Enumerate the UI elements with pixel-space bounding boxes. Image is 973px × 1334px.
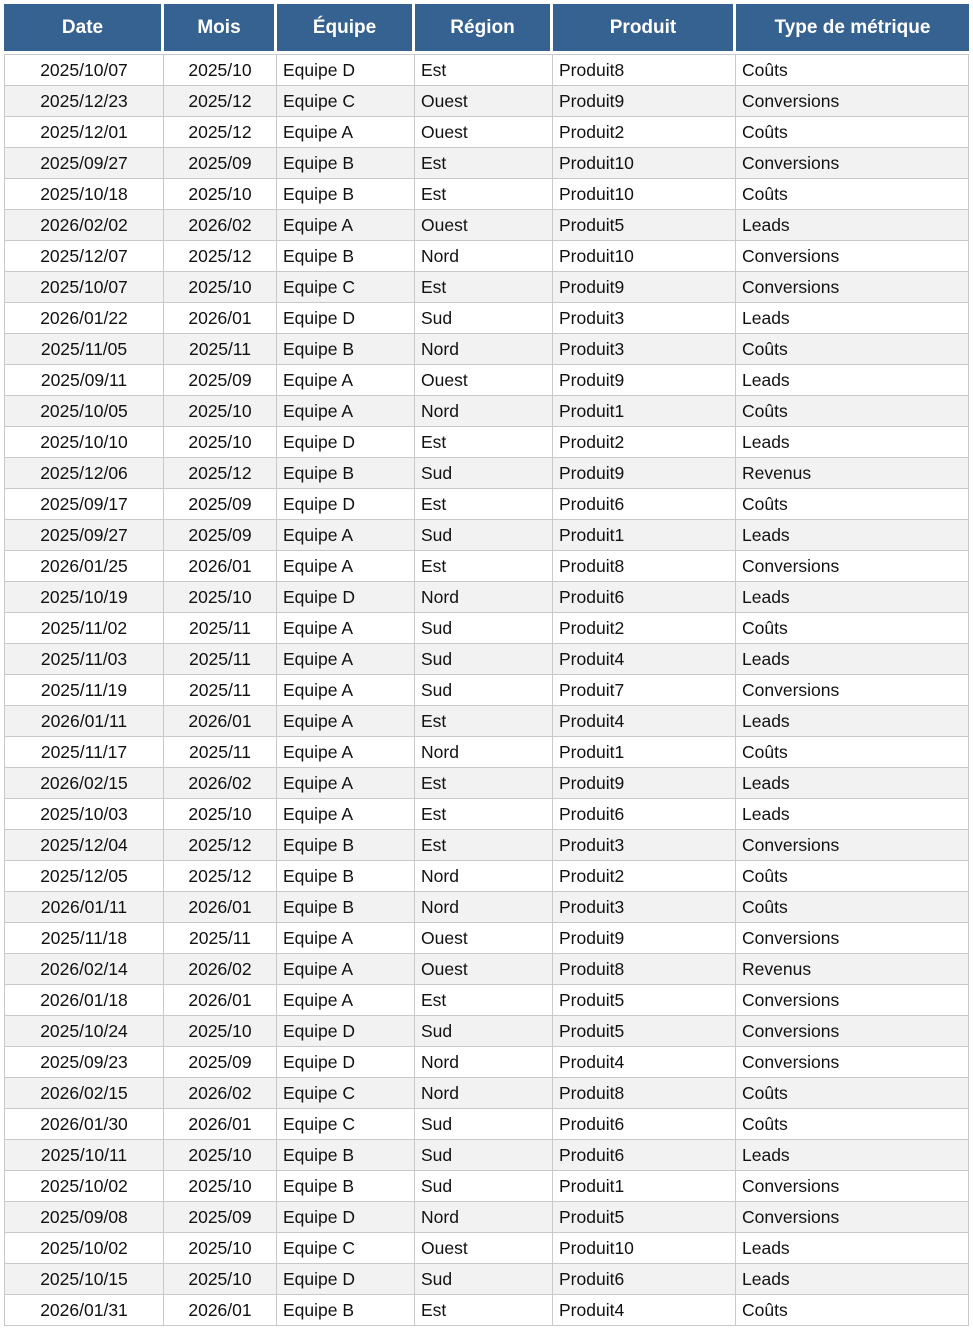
table-row xyxy=(4,551,969,582)
table-row xyxy=(4,861,969,892)
cell-region: Ouest xyxy=(415,86,553,117)
cell-type-de-metrique: Coûts xyxy=(736,1109,969,1140)
cell-mois: 2025/12 xyxy=(164,86,277,117)
cell-type-de-metrique: Coûts xyxy=(736,489,969,520)
cell-region: Nord xyxy=(415,861,553,892)
table-row xyxy=(4,799,969,830)
cell-type-de-metrique: Conversions xyxy=(736,1016,969,1047)
cell-date: 2026/01/11 xyxy=(4,706,164,737)
cell-date: 2025/10/02 xyxy=(4,1171,164,1202)
cell-equipe: Equipe A xyxy=(277,985,415,1016)
cell-date: 2026/02/02 xyxy=(4,210,164,241)
cell-type-de-metrique: Conversions xyxy=(736,272,969,303)
cell-produit: Produit10 xyxy=(553,241,736,272)
cell-date: 2025/12/06 xyxy=(4,458,164,489)
cell-date: 2025/10/07 xyxy=(4,272,164,303)
cell-date: 2025/09/08 xyxy=(4,1202,164,1233)
cell-produit: Produit3 xyxy=(553,892,736,923)
cell-date: 2025/11/03 xyxy=(4,644,164,675)
cell-type-de-metrique: Conversions xyxy=(736,923,969,954)
table-row xyxy=(4,706,969,737)
cell-type-de-metrique: Conversions xyxy=(736,985,969,1016)
cell-equipe: Equipe A xyxy=(277,551,415,582)
cell-type-de-metrique: Conversions xyxy=(736,241,969,272)
cell-date: 2025/10/03 xyxy=(4,799,164,830)
cell-type-de-metrique: Coûts xyxy=(736,117,969,148)
cell-date: 2025/10/11 xyxy=(4,1140,164,1171)
cell-region: Est xyxy=(415,148,553,179)
table-row xyxy=(4,1264,969,1295)
cell-mois: 2025/11 xyxy=(164,675,277,706)
cell-mois: 2026/02 xyxy=(164,1078,277,1109)
cell-mois: 2025/11 xyxy=(164,613,277,644)
cell-mois: 2025/10 xyxy=(164,1233,277,1264)
cell-produit: Produit8 xyxy=(553,1078,736,1109)
cell-region: Sud xyxy=(415,1264,553,1295)
table-row xyxy=(4,117,969,148)
table-row xyxy=(4,54,969,86)
cell-produit: Produit7 xyxy=(553,675,736,706)
cell-mois: 2026/01 xyxy=(164,303,277,334)
cell-produit: Produit2 xyxy=(553,427,736,458)
cell-equipe: Equipe A xyxy=(277,799,415,830)
cell-produit: Produit5 xyxy=(553,1016,736,1047)
cell-type-de-metrique: Leads xyxy=(736,1140,969,1171)
cell-region: Nord xyxy=(415,892,553,923)
table-row xyxy=(4,427,969,458)
cell-equipe: Equipe D xyxy=(277,54,415,86)
cell-equipe: Equipe B xyxy=(277,458,415,489)
cell-mois: 2026/01 xyxy=(164,1109,277,1140)
table-row xyxy=(4,241,969,272)
table-row xyxy=(4,1047,969,1078)
cell-produit: Produit6 xyxy=(553,489,736,520)
cell-type-de-metrique: Leads xyxy=(736,520,969,551)
cell-mois: 2025/10 xyxy=(164,54,277,86)
cell-produit: Produit1 xyxy=(553,396,736,427)
cell-equipe: Equipe C xyxy=(277,272,415,303)
table-header xyxy=(4,4,969,54)
cell-produit: Produit2 xyxy=(553,117,736,148)
cell-date: 2026/01/30 xyxy=(4,1109,164,1140)
cell-date: 2025/09/11 xyxy=(4,365,164,396)
cell-type-de-metrique: Leads xyxy=(736,1233,969,1264)
cell-mois: 2025/10 xyxy=(164,582,277,613)
cell-equipe: Equipe B xyxy=(277,830,415,861)
cell-produit: Produit3 xyxy=(553,303,736,334)
cell-date: 2026/01/25 xyxy=(4,551,164,582)
cell-produit: Produit9 xyxy=(553,923,736,954)
cell-date: 2025/09/17 xyxy=(4,489,164,520)
cell-type-de-metrique: Leads xyxy=(736,1264,969,1295)
cell-region: Sud xyxy=(415,520,553,551)
cell-equipe: Equipe B xyxy=(277,861,415,892)
table-row xyxy=(4,644,969,675)
cell-region: Nord xyxy=(415,1202,553,1233)
table-row xyxy=(4,210,969,241)
cell-mois: 2025/11 xyxy=(164,644,277,675)
cell-mois: 2025/09 xyxy=(164,1202,277,1233)
cell-type-de-metrique: Conversions xyxy=(736,675,969,706)
cell-date: 2025/10/05 xyxy=(4,396,164,427)
cell-type-de-metrique: Leads xyxy=(736,799,969,830)
table-row xyxy=(4,1233,969,1264)
table-row xyxy=(4,458,969,489)
cell-region: Est xyxy=(415,1295,553,1326)
cell-type-de-metrique: Leads xyxy=(736,303,969,334)
cell-region: Sud xyxy=(415,458,553,489)
table-row xyxy=(4,148,969,179)
cell-equipe: Equipe D xyxy=(277,582,415,613)
cell-produit: Produit8 xyxy=(553,954,736,985)
cell-equipe: Equipe B xyxy=(277,148,415,179)
cell-mois: 2025/10 xyxy=(164,272,277,303)
table-row xyxy=(4,179,969,210)
cell-mois: 2025/10 xyxy=(164,1264,277,1295)
cell-region: Nord xyxy=(415,582,553,613)
table-row xyxy=(4,334,969,365)
cell-mois: 2025/10 xyxy=(164,427,277,458)
cell-type-de-metrique: Conversions xyxy=(736,1171,969,1202)
cell-region: Est xyxy=(415,489,553,520)
cell-equipe: Equipe C xyxy=(277,1109,415,1140)
table-row xyxy=(4,1171,969,1202)
cell-produit: Produit8 xyxy=(553,551,736,582)
cell-equipe: Equipe C xyxy=(277,86,415,117)
cell-mois: 2026/01 xyxy=(164,892,277,923)
cell-date: 2026/01/18 xyxy=(4,985,164,1016)
cell-date: 2026/02/15 xyxy=(4,1078,164,1109)
cell-date: 2025/10/07 xyxy=(4,54,164,86)
cell-equipe: Equipe C xyxy=(277,1078,415,1109)
column-header-region: Région xyxy=(415,4,553,54)
cell-region: Est xyxy=(415,54,553,86)
cell-region: Est xyxy=(415,551,553,582)
cell-equipe: Equipe A xyxy=(277,923,415,954)
cell-mois: 2025/09 xyxy=(164,1047,277,1078)
cell-produit: Produit4 xyxy=(553,1047,736,1078)
cell-region: Nord xyxy=(415,1078,553,1109)
cell-mois: 2025/12 xyxy=(164,241,277,272)
cell-produit: Produit10 xyxy=(553,148,736,179)
cell-equipe: Equipe D xyxy=(277,1202,415,1233)
cell-region: Nord xyxy=(415,396,553,427)
column-header-mois: Mois xyxy=(164,4,277,54)
cell-date: 2025/11/02 xyxy=(4,613,164,644)
cell-date: 2025/11/19 xyxy=(4,675,164,706)
cell-date: 2025/10/19 xyxy=(4,582,164,613)
cell-equipe: Equipe A xyxy=(277,396,415,427)
cell-region: Sud xyxy=(415,675,553,706)
cell-region: Ouest xyxy=(415,117,553,148)
cell-produit: Produit6 xyxy=(553,1140,736,1171)
cell-equipe: Equipe A xyxy=(277,737,415,768)
cell-produit: Produit4 xyxy=(553,644,736,675)
cell-region: Sud xyxy=(415,644,553,675)
table-row xyxy=(4,272,969,303)
cell-produit: Produit3 xyxy=(553,334,736,365)
cell-mois: 2025/10 xyxy=(164,1140,277,1171)
cell-mois: 2025/10 xyxy=(164,396,277,427)
cell-region: Est xyxy=(415,272,553,303)
cell-equipe: Equipe D xyxy=(277,1047,415,1078)
cell-date: 2025/12/01 xyxy=(4,117,164,148)
cell-type-de-metrique: Leads xyxy=(736,768,969,799)
table-row xyxy=(4,830,969,861)
cell-produit: Produit8 xyxy=(553,54,736,86)
cell-type-de-metrique: Coûts xyxy=(736,737,969,768)
cell-produit: Produit9 xyxy=(553,365,736,396)
cell-produit: Produit9 xyxy=(553,86,736,117)
cell-equipe: Equipe A xyxy=(277,210,415,241)
cell-region: Nord xyxy=(415,334,553,365)
cell-date: 2025/10/24 xyxy=(4,1016,164,1047)
cell-mois: 2025/10 xyxy=(164,1016,277,1047)
cell-type-de-metrique: Coûts xyxy=(736,334,969,365)
cell-equipe: Equipe B xyxy=(277,179,415,210)
cell-region: Nord xyxy=(415,241,553,272)
column-header-equipe: Équipe xyxy=(277,4,415,54)
cell-date: 2026/01/22 xyxy=(4,303,164,334)
cell-mois: 2026/01 xyxy=(164,551,277,582)
cell-region: Est xyxy=(415,768,553,799)
cell-type-de-metrique: Conversions xyxy=(736,86,969,117)
table-row xyxy=(4,985,969,1016)
cell-region: Est xyxy=(415,830,553,861)
table-row xyxy=(4,923,969,954)
cell-produit: Produit2 xyxy=(553,861,736,892)
table-row xyxy=(4,1016,969,1047)
cell-equipe: Equipe A xyxy=(277,675,415,706)
cell-equipe: Equipe A xyxy=(277,117,415,148)
cell-equipe: Equipe A xyxy=(277,613,415,644)
cell-date: 2025/11/05 xyxy=(4,334,164,365)
cell-type-de-metrique: Coûts xyxy=(736,861,969,892)
cell-produit: Produit6 xyxy=(553,799,736,830)
cell-mois: 2025/09 xyxy=(164,148,277,179)
cell-mois: 2026/01 xyxy=(164,706,277,737)
cell-produit: Produit9 xyxy=(553,272,736,303)
cell-mois: 2025/09 xyxy=(164,520,277,551)
cell-date: 2025/11/18 xyxy=(4,923,164,954)
cell-date: 2025/12/04 xyxy=(4,830,164,861)
cell-equipe: Equipe B xyxy=(277,241,415,272)
cell-type-de-metrique: Leads xyxy=(736,365,969,396)
table-row xyxy=(4,613,969,644)
table-body xyxy=(4,54,969,1326)
table-row xyxy=(4,86,969,117)
cell-equipe: Equipe A xyxy=(277,706,415,737)
cell-mois: 2025/10 xyxy=(164,1171,277,1202)
cell-type-de-metrique: Conversions xyxy=(736,551,969,582)
cell-equipe: Equipe B xyxy=(277,892,415,923)
cell-equipe: Equipe B xyxy=(277,334,415,365)
column-header-produit: Produit xyxy=(553,4,736,54)
cell-type-de-metrique: Coûts xyxy=(736,892,969,923)
cell-mois: 2026/02 xyxy=(164,768,277,799)
table-row xyxy=(4,954,969,985)
cell-region: Est xyxy=(415,179,553,210)
cell-produit: Produit6 xyxy=(553,582,736,613)
cell-date: 2025/12/05 xyxy=(4,861,164,892)
cell-produit: Produit10 xyxy=(553,1233,736,1264)
cell-produit: Produit5 xyxy=(553,210,736,241)
cell-region: Nord xyxy=(415,1047,553,1078)
table-row xyxy=(4,675,969,706)
table-row xyxy=(4,768,969,799)
table-row xyxy=(4,582,969,613)
cell-mois: 2025/11 xyxy=(164,923,277,954)
cell-equipe: Equipe A xyxy=(277,644,415,675)
table-row xyxy=(4,365,969,396)
cell-equipe: Equipe D xyxy=(277,489,415,520)
data-table xyxy=(4,4,969,1326)
cell-type-de-metrique: Conversions xyxy=(736,1202,969,1233)
cell-produit: Produit6 xyxy=(553,1109,736,1140)
cell-date: 2026/01/31 xyxy=(4,1295,164,1326)
cell-produit: Produit9 xyxy=(553,768,736,799)
cell-mois: 2025/10 xyxy=(164,179,277,210)
cell-equipe: Equipe D xyxy=(277,1016,415,1047)
cell-type-de-metrique: Conversions xyxy=(736,1047,969,1078)
cell-mois: 2025/11 xyxy=(164,334,277,365)
cell-equipe: Equipe D xyxy=(277,303,415,334)
cell-equipe: Equipe D xyxy=(277,1264,415,1295)
cell-date: 2025/10/02 xyxy=(4,1233,164,1264)
cell-mois: 2025/10 xyxy=(164,799,277,830)
cell-region: Ouest xyxy=(415,210,553,241)
cell-region: Sud xyxy=(415,1171,553,1202)
cell-mois: 2026/02 xyxy=(164,210,277,241)
cell-region: Sud xyxy=(415,1140,553,1171)
cell-region: Ouest xyxy=(415,923,553,954)
cell-date: 2025/12/23 xyxy=(4,86,164,117)
cell-produit: Produit5 xyxy=(553,985,736,1016)
table-row xyxy=(4,1109,969,1140)
cell-date: 2025/10/18 xyxy=(4,179,164,210)
cell-type-de-metrique: Revenus xyxy=(736,954,969,985)
cell-region: Sud xyxy=(415,1109,553,1140)
cell-type-de-metrique: Coûts xyxy=(736,1295,969,1326)
table-row xyxy=(4,1078,969,1109)
cell-mois: 2025/12 xyxy=(164,458,277,489)
cell-type-de-metrique: Leads xyxy=(736,427,969,458)
cell-mois: 2025/12 xyxy=(164,830,277,861)
cell-mois: 2025/12 xyxy=(164,117,277,148)
cell-region: Ouest xyxy=(415,1233,553,1264)
cell-mois: 2025/09 xyxy=(164,365,277,396)
cell-date: 2025/09/27 xyxy=(4,520,164,551)
cell-produit: Produit4 xyxy=(553,706,736,737)
cell-type-de-metrique: Leads xyxy=(736,706,969,737)
cell-type-de-metrique: Coûts xyxy=(736,54,969,86)
table-row xyxy=(4,1295,969,1326)
cell-date: 2025/10/10 xyxy=(4,427,164,458)
cell-produit: Produit6 xyxy=(553,1264,736,1295)
cell-produit: Produit4 xyxy=(553,1295,736,1326)
cell-date: 2025/10/15 xyxy=(4,1264,164,1295)
cell-region: Sud xyxy=(415,613,553,644)
column-header-date: Date xyxy=(4,4,164,54)
table-row xyxy=(4,489,969,520)
cell-type-de-metrique: Coûts xyxy=(736,396,969,427)
cell-produit: Produit1 xyxy=(553,520,736,551)
cell-type-de-metrique: Coûts xyxy=(736,613,969,644)
cell-equipe: Equipe B xyxy=(277,1171,415,1202)
cell-region: Ouest xyxy=(415,365,553,396)
cell-region: Est xyxy=(415,799,553,830)
cell-equipe: Equipe A xyxy=(277,954,415,985)
cell-mois: 2025/12 xyxy=(164,861,277,892)
cell-mois: 2026/02 xyxy=(164,954,277,985)
column-header-type-de-metrique: Type de métrique xyxy=(736,4,969,54)
cell-date: 2025/09/27 xyxy=(4,148,164,179)
cell-produit: Produit5 xyxy=(553,1202,736,1233)
table-row xyxy=(4,520,969,551)
cell-equipe: Equipe B xyxy=(277,1295,415,1326)
cell-type-de-metrique: Revenus xyxy=(736,458,969,489)
cell-type-de-metrique: Coûts xyxy=(736,179,969,210)
cell-equipe: Equipe A xyxy=(277,768,415,799)
cell-produit: Produit1 xyxy=(553,1171,736,1202)
table-row xyxy=(4,737,969,768)
cell-produit: Produit10 xyxy=(553,179,736,210)
cell-produit: Produit1 xyxy=(553,737,736,768)
cell-equipe: Equipe C xyxy=(277,1233,415,1264)
cell-region: Est xyxy=(415,985,553,1016)
cell-date: 2025/09/23 xyxy=(4,1047,164,1078)
cell-produit: Produit2 xyxy=(553,613,736,644)
cell-region: Est xyxy=(415,427,553,458)
table-row xyxy=(4,1202,969,1233)
cell-mois: 2025/11 xyxy=(164,737,277,768)
cell-type-de-metrique: Leads xyxy=(736,210,969,241)
cell-equipe: Equipe A xyxy=(277,520,415,551)
cell-type-de-metrique: Conversions xyxy=(736,148,969,179)
cell-equipe: Equipe B xyxy=(277,1140,415,1171)
table-row xyxy=(4,303,969,334)
cell-region: Sud xyxy=(415,1016,553,1047)
table-row xyxy=(4,892,969,923)
cell-type-de-metrique: Leads xyxy=(736,582,969,613)
cell-type-de-metrique: Leads xyxy=(736,644,969,675)
cell-equipe: Equipe A xyxy=(277,365,415,396)
cell-date: 2025/11/17 xyxy=(4,737,164,768)
cell-produit: Produit9 xyxy=(553,458,736,489)
cell-region: Ouest xyxy=(415,954,553,985)
cell-mois: 2026/01 xyxy=(164,1295,277,1326)
cell-date: 2026/02/15 xyxy=(4,768,164,799)
cell-mois: 2026/01 xyxy=(164,985,277,1016)
cell-date: 2026/01/11 xyxy=(4,892,164,923)
cell-region: Nord xyxy=(415,737,553,768)
cell-region: Est xyxy=(415,706,553,737)
cell-type-de-metrique: Coûts xyxy=(736,1078,969,1109)
cell-equipe: Equipe D xyxy=(277,427,415,458)
table-row xyxy=(4,1140,969,1171)
cell-date: 2025/12/07 xyxy=(4,241,164,272)
cell-type-de-metrique: Conversions xyxy=(736,830,969,861)
cell-produit: Produit3 xyxy=(553,830,736,861)
header-row xyxy=(4,4,969,54)
table-row xyxy=(4,396,969,427)
cell-date: 2026/02/14 xyxy=(4,954,164,985)
cell-mois: 2025/09 xyxy=(164,489,277,520)
cell-region: Sud xyxy=(415,303,553,334)
